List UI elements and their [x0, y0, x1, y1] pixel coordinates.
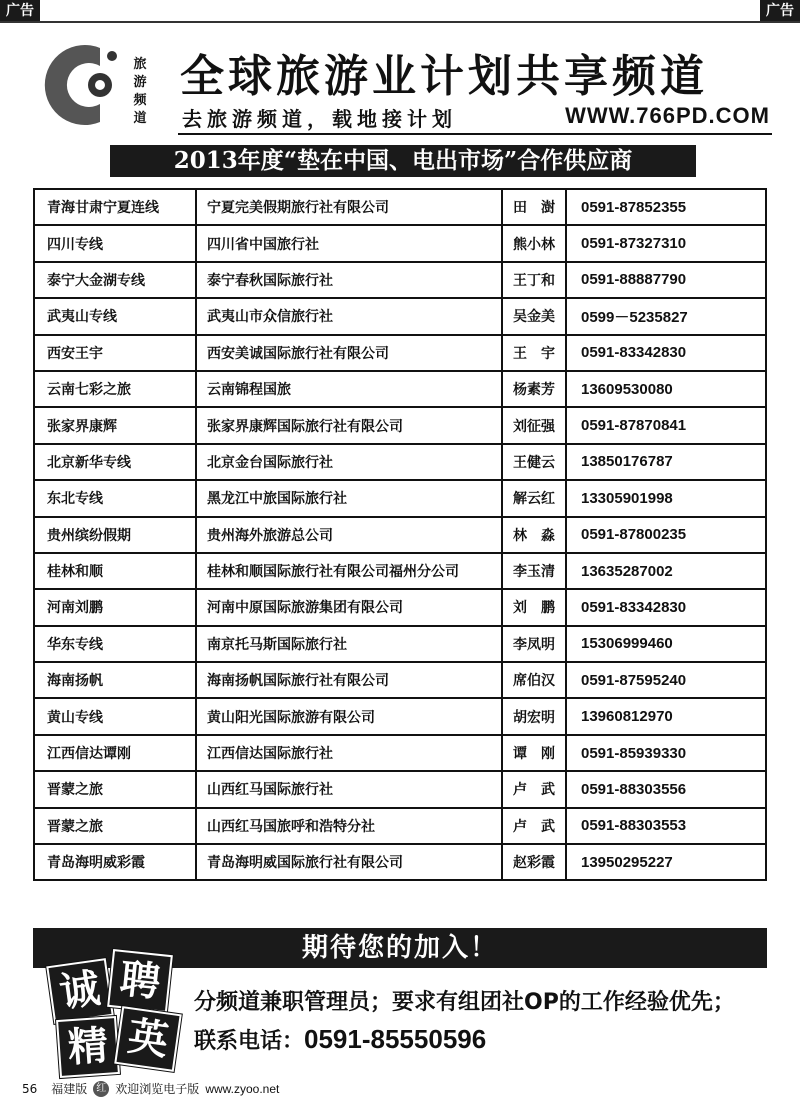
phone-cell: 0591-88303556	[566, 771, 766, 807]
route-cell: 黄山专线	[34, 698, 196, 734]
brand-subtitle: 去旅游频道，载地接计划	[182, 107, 457, 131]
phone-cell: 0591-87870841	[566, 407, 766, 443]
table-row	[34, 262, 766, 298]
edition-badge-icon: 红	[93, 1081, 109, 1097]
contact-cell: 吴金美	[502, 298, 566, 334]
phone-cell: 0591-88303553	[566, 808, 766, 844]
logo-mark-icon	[38, 42, 158, 128]
table-row	[34, 553, 766, 589]
route-cell: 晋蒙之旅	[34, 771, 196, 807]
recruit-badge	[44, 952, 194, 1072]
phone-cell: 0591-88887790	[566, 262, 766, 298]
phone-cell: 0591-83342830	[566, 335, 766, 371]
route-cell: 张家界康辉	[34, 407, 196, 443]
recruit-char: 精	[56, 1016, 120, 1078]
agency-cell: 山西红马国旅呼和浩特分社	[196, 808, 502, 844]
route-cell: 华东专线	[34, 626, 196, 662]
agency-cell: 黄山阳光国际旅游有限公司	[196, 698, 502, 734]
agency-cell: 贵州海外旅游总公司	[196, 517, 502, 553]
route-cell: 青海甘肃宁夏连线	[34, 189, 196, 225]
footer-url[interactable]: www.zyoo.net	[205, 1081, 280, 1096]
agency-cell: 云南锦程国旅	[196, 371, 502, 407]
contact-cell: 解云红	[502, 480, 566, 516]
logo-text-2: 游	[133, 75, 147, 90]
contact-cell: 卢 武	[502, 771, 566, 807]
route-cell: 四川专线	[34, 225, 196, 261]
join-banner: 期待您的加入！	[33, 928, 767, 968]
agency-cell: 海南扬帆国际旅行社有限公司	[196, 662, 502, 698]
contact-cell: 熊小林	[502, 225, 566, 261]
agency-cell: 四川省中国旅行社	[196, 225, 502, 261]
route-cell: 江西信达谭刚	[34, 735, 196, 771]
logo-text-4: 道	[133, 111, 147, 126]
route-cell: 武夷山专线	[34, 298, 196, 334]
agency-cell: 北京金台国际旅行社	[196, 444, 502, 480]
contact-cell: 李凤明	[502, 626, 566, 662]
brand-rule	[178, 133, 772, 135]
table-row	[34, 589, 766, 625]
agency-cell: 山西红马国际旅行社	[196, 771, 502, 807]
phone-cell: 13305901998	[566, 480, 766, 516]
phone-cell: 0591-83342830	[566, 589, 766, 625]
phone-cell: 0591-85939330	[566, 735, 766, 771]
contact-cell: 刘征强	[502, 407, 566, 443]
route-cell: 东北专线	[34, 480, 196, 516]
phone-cell: 13850176787	[566, 444, 766, 480]
table-row	[34, 735, 766, 771]
contact-cell: 李玉清	[502, 553, 566, 589]
agency-cell: 西安美诚国际旅行社有限公司	[196, 335, 502, 371]
contact-cell: 林 淼	[502, 517, 566, 553]
ad-label-right: 广告	[760, 0, 800, 22]
phone-cell: 0599－5235827	[566, 298, 766, 334]
contact-cell: 王丁和	[502, 262, 566, 298]
table-row	[34, 335, 766, 371]
table-row	[34, 407, 766, 443]
brand-logo	[38, 42, 158, 128]
supplier-table	[33, 188, 767, 881]
table-row	[34, 371, 766, 407]
logo-text-3: 频	[133, 93, 147, 108]
table-row	[34, 771, 766, 807]
logo-text-1: 旅	[133, 57, 147, 72]
contact-cell: 赵彩霞	[502, 844, 566, 880]
table-row	[34, 626, 766, 662]
agency-cell: 江西信达国际旅行社	[196, 735, 502, 771]
supplier-banner: 2013年度“垫在中国、电出市场”合作供应商	[110, 145, 696, 177]
agency-cell: 河南中原国际旅游集团有限公司	[196, 589, 502, 625]
agency-cell: 南京托马斯国际旅行社	[196, 626, 502, 662]
top-rule	[0, 21, 800, 23]
table-row	[34, 298, 766, 334]
contact-cell: 王健云	[502, 444, 566, 480]
recruit-char: 聘	[107, 949, 173, 1013]
phone-cell: 13960812970	[566, 698, 766, 734]
recruit-char: 诚	[46, 958, 113, 1024]
route-cell: 泰宁大金湖专线	[34, 262, 196, 298]
table-row	[34, 844, 766, 880]
edition-label: 福建版	[51, 1082, 88, 1096]
table-row	[34, 662, 766, 698]
supplier-table-body	[34, 189, 766, 880]
contact-cell: 卢 武	[502, 808, 566, 844]
page-number: 56	[22, 1081, 38, 1096]
route-cell: 贵州缤纷假期	[34, 517, 196, 553]
table-row	[34, 189, 766, 225]
brand-title: 全球旅游业计划共享频道	[180, 51, 708, 102]
table-row	[34, 480, 766, 516]
recruit-contact-phone: 0591-85550596	[304, 1024, 487, 1054]
phone-cell: 0591-87327310	[566, 225, 766, 261]
agency-cell: 黑龙江中旅国际旅行社	[196, 480, 502, 516]
welcome-text: 欢迎浏览电子版	[115, 1082, 200, 1096]
route-cell: 青岛海明威彩霞	[34, 844, 196, 880]
table-row	[34, 225, 766, 261]
contact-cell: 杨素芳	[502, 371, 566, 407]
phone-cell: 15306999460	[566, 626, 766, 662]
agency-cell: 青岛海明威国际旅行社有限公司	[196, 844, 502, 880]
contact-cell: 刘 鹏	[502, 589, 566, 625]
table-row	[34, 808, 766, 844]
agency-cell: 泰宁春秋国际旅行社	[196, 262, 502, 298]
route-cell: 海南扬帆	[34, 662, 196, 698]
phone-cell: 13950295227	[566, 844, 766, 880]
table-row	[34, 444, 766, 480]
phone-cell: 0591-87595240	[566, 662, 766, 698]
phone-cell: 0591-87800235	[566, 517, 766, 553]
ad-label-left: 广告	[0, 0, 40, 22]
contact-cell: 谭 刚	[502, 735, 566, 771]
phone-cell: 0591-87852355	[566, 189, 766, 225]
route-cell: 北京新华专线	[34, 444, 196, 480]
route-cell: 晋蒙之旅	[34, 808, 196, 844]
recruit-contact-label: 联系电话：	[194, 1029, 305, 1054]
page-footer	[22, 1080, 279, 1097]
route-cell: 桂林和顺	[34, 553, 196, 589]
phone-cell: 13635287002	[566, 553, 766, 589]
agency-cell: 张家界康辉国际旅行社有限公司	[196, 407, 502, 443]
contact-cell: 田 澍	[502, 189, 566, 225]
route-cell: 河南刘鹏	[34, 589, 196, 625]
contact-cell: 席伯汉	[502, 662, 566, 698]
agency-cell: 武夷山市众信旅行社	[196, 298, 502, 334]
route-cell: 西安王宇	[34, 335, 196, 371]
recruit-position: 分频道兼职管理员；要求有组团社OP的工作经验优先；	[194, 990, 735, 1015]
table-row	[34, 698, 766, 734]
recruit-char: 英	[114, 1006, 181, 1072]
phone-cell: 13609530080	[566, 371, 766, 407]
agency-cell: 宁夏完美假期旅行社有限公司	[196, 189, 502, 225]
contact-cell: 王 宇	[502, 335, 566, 371]
table-row	[34, 517, 766, 553]
recruit-contact	[194, 1024, 486, 1055]
agency-cell: 桂林和顺国际旅行社有限公司福州分公司	[196, 553, 502, 589]
brand-url[interactable]: WWW.766PD.COM	[565, 103, 770, 128]
route-cell: 云南七彩之旅	[34, 371, 196, 407]
contact-cell: 胡宏明	[502, 698, 566, 734]
